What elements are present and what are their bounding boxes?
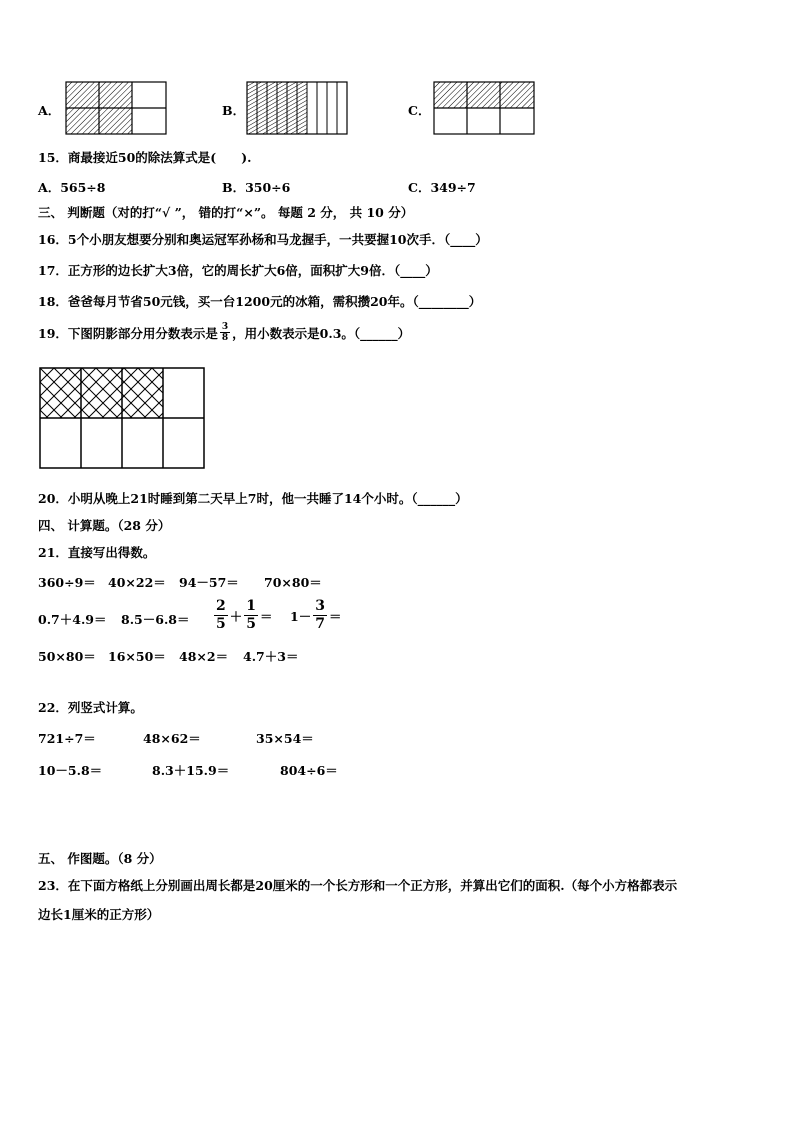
q21-frac2-den: 5 — [246, 616, 257, 632]
q21-frac1-den: 5 — [216, 616, 226, 632]
q17-text: 17．正方形的边长扩大3倍，它的周长扩大6倍，面积扩大9倍．（____） — [38, 263, 438, 278]
q21-row1-item3: 94－57＝ — [179, 575, 239, 590]
q14-c-shaded-region — [434, 82, 534, 108]
q21-row3-item4: 4.7＋3＝ — [243, 649, 299, 664]
q23-line1: 23．在下面方格纸上分别画出周长都是20厘米的一个长方形和一个正方形，并算出它们的面积.（每个小方格都表示 — [38, 878, 678, 893]
q18-text: 18．爸爸每月节省50元钱，买一台1200元的冰箱，需积攒20年。（________） — [38, 294, 482, 309]
q19-line — [38, 322, 410, 343]
q23-line2: 边长1厘米的正方形） — [38, 907, 160, 922]
q21-frac-3-7 — [313, 598, 327, 633]
q22-row1-item1: 721÷7＝ — [38, 731, 96, 746]
q20-text: 20．小明从晚上21时睡到第二天早上7时，他一共睡了14个小时。（______） — [38, 491, 468, 506]
q21-row2-fraction-diff — [290, 598, 341, 633]
q19-frac-num: 3 — [221, 322, 229, 332]
q15-option-a: A．565÷8 — [38, 180, 106, 195]
q21-row3-item3: 48×2＝ — [179, 649, 229, 664]
q19-shaded-region — [40, 368, 163, 418]
q21-frac1-num: 2 — [216, 598, 226, 614]
section4-title: 四、 计算题。（28 分） — [38, 518, 171, 533]
q14-figure-b — [247, 82, 347, 134]
q21-stem: 21．直接写出得数。 — [38, 545, 156, 560]
q14-figure-a — [66, 82, 166, 134]
q19-suffix: ，用小数表示是0.3。（______） — [232, 325, 411, 341]
q15-stem: 15．商最接近50的除法算式是( ). — [38, 150, 252, 165]
q14-option-a-label: A． — [38, 103, 61, 118]
q21-row2-item1: 0.7＋4.9＝ — [38, 612, 107, 627]
q16-text: 16．5个小朋友想要分别和奥运冠军孙杨和马龙握手，一共要握10次手．（____） — [38, 232, 488, 247]
q21-row2-item2: 8.5－6.8＝ — [121, 612, 190, 627]
q22-stem: 22．列竖式计算。 — [38, 700, 143, 715]
q22-row2-item2: 8.3＋15.9＝ — [152, 763, 230, 778]
q15-option-c: C．349÷7 — [408, 180, 476, 195]
q14-option-c-label: C． — [408, 103, 431, 118]
q21-frac2-num: 1 — [246, 598, 257, 614]
q19-grid-figure — [40, 368, 204, 468]
q14-option-b-label: B． — [222, 103, 246, 118]
q21-row3-item1: 50×80＝ — [38, 649, 96, 664]
q19-frac-den: 8 — [221, 333, 229, 343]
q14-figure-c — [434, 82, 534, 134]
section3-title: 三、 判断题（对的打“√ ”， 错的打“×”。 每题 2 分， 共 10 分） — [38, 205, 414, 220]
q21-row1-item4: 70×80＝ — [264, 575, 322, 590]
q22-row2-item3: 804÷6＝ — [280, 763, 338, 778]
q21-plus: ＋ — [229, 608, 243, 624]
q22-row2-item1: 10－5.8＝ — [38, 763, 103, 778]
section5-title: 五、 作图题。（8 分） — [38, 851, 162, 866]
q21-row1-item1: 360÷9＝ — [38, 575, 96, 590]
q22-row1-item3: 35×54＝ — [256, 731, 314, 746]
q21-frac3-den: 7 — [315, 616, 325, 632]
q21-row2-fraction-sum — [212, 598, 273, 633]
q15-option-b: B．350÷6 — [222, 180, 291, 195]
q21-eq1: ＝ — [260, 608, 273, 624]
q21-frac-1-5 — [244, 598, 258, 633]
q19-fraction — [220, 322, 230, 343]
q22-row1-item2: 48×62＝ — [143, 731, 201, 746]
q21-frac-2-5 — [214, 598, 228, 633]
q19-prefix: 19．下图阴影部分用分数表示是 — [38, 325, 218, 341]
q21-row3-item2: 16×50＝ — [108, 649, 166, 664]
q21-frac3-num: 3 — [315, 598, 325, 614]
q21-one-minus: 1－ — [290, 608, 312, 624]
q21-row1-item2: 40×22＝ — [108, 575, 166, 590]
q21-eq2: ＝ — [328, 608, 342, 624]
